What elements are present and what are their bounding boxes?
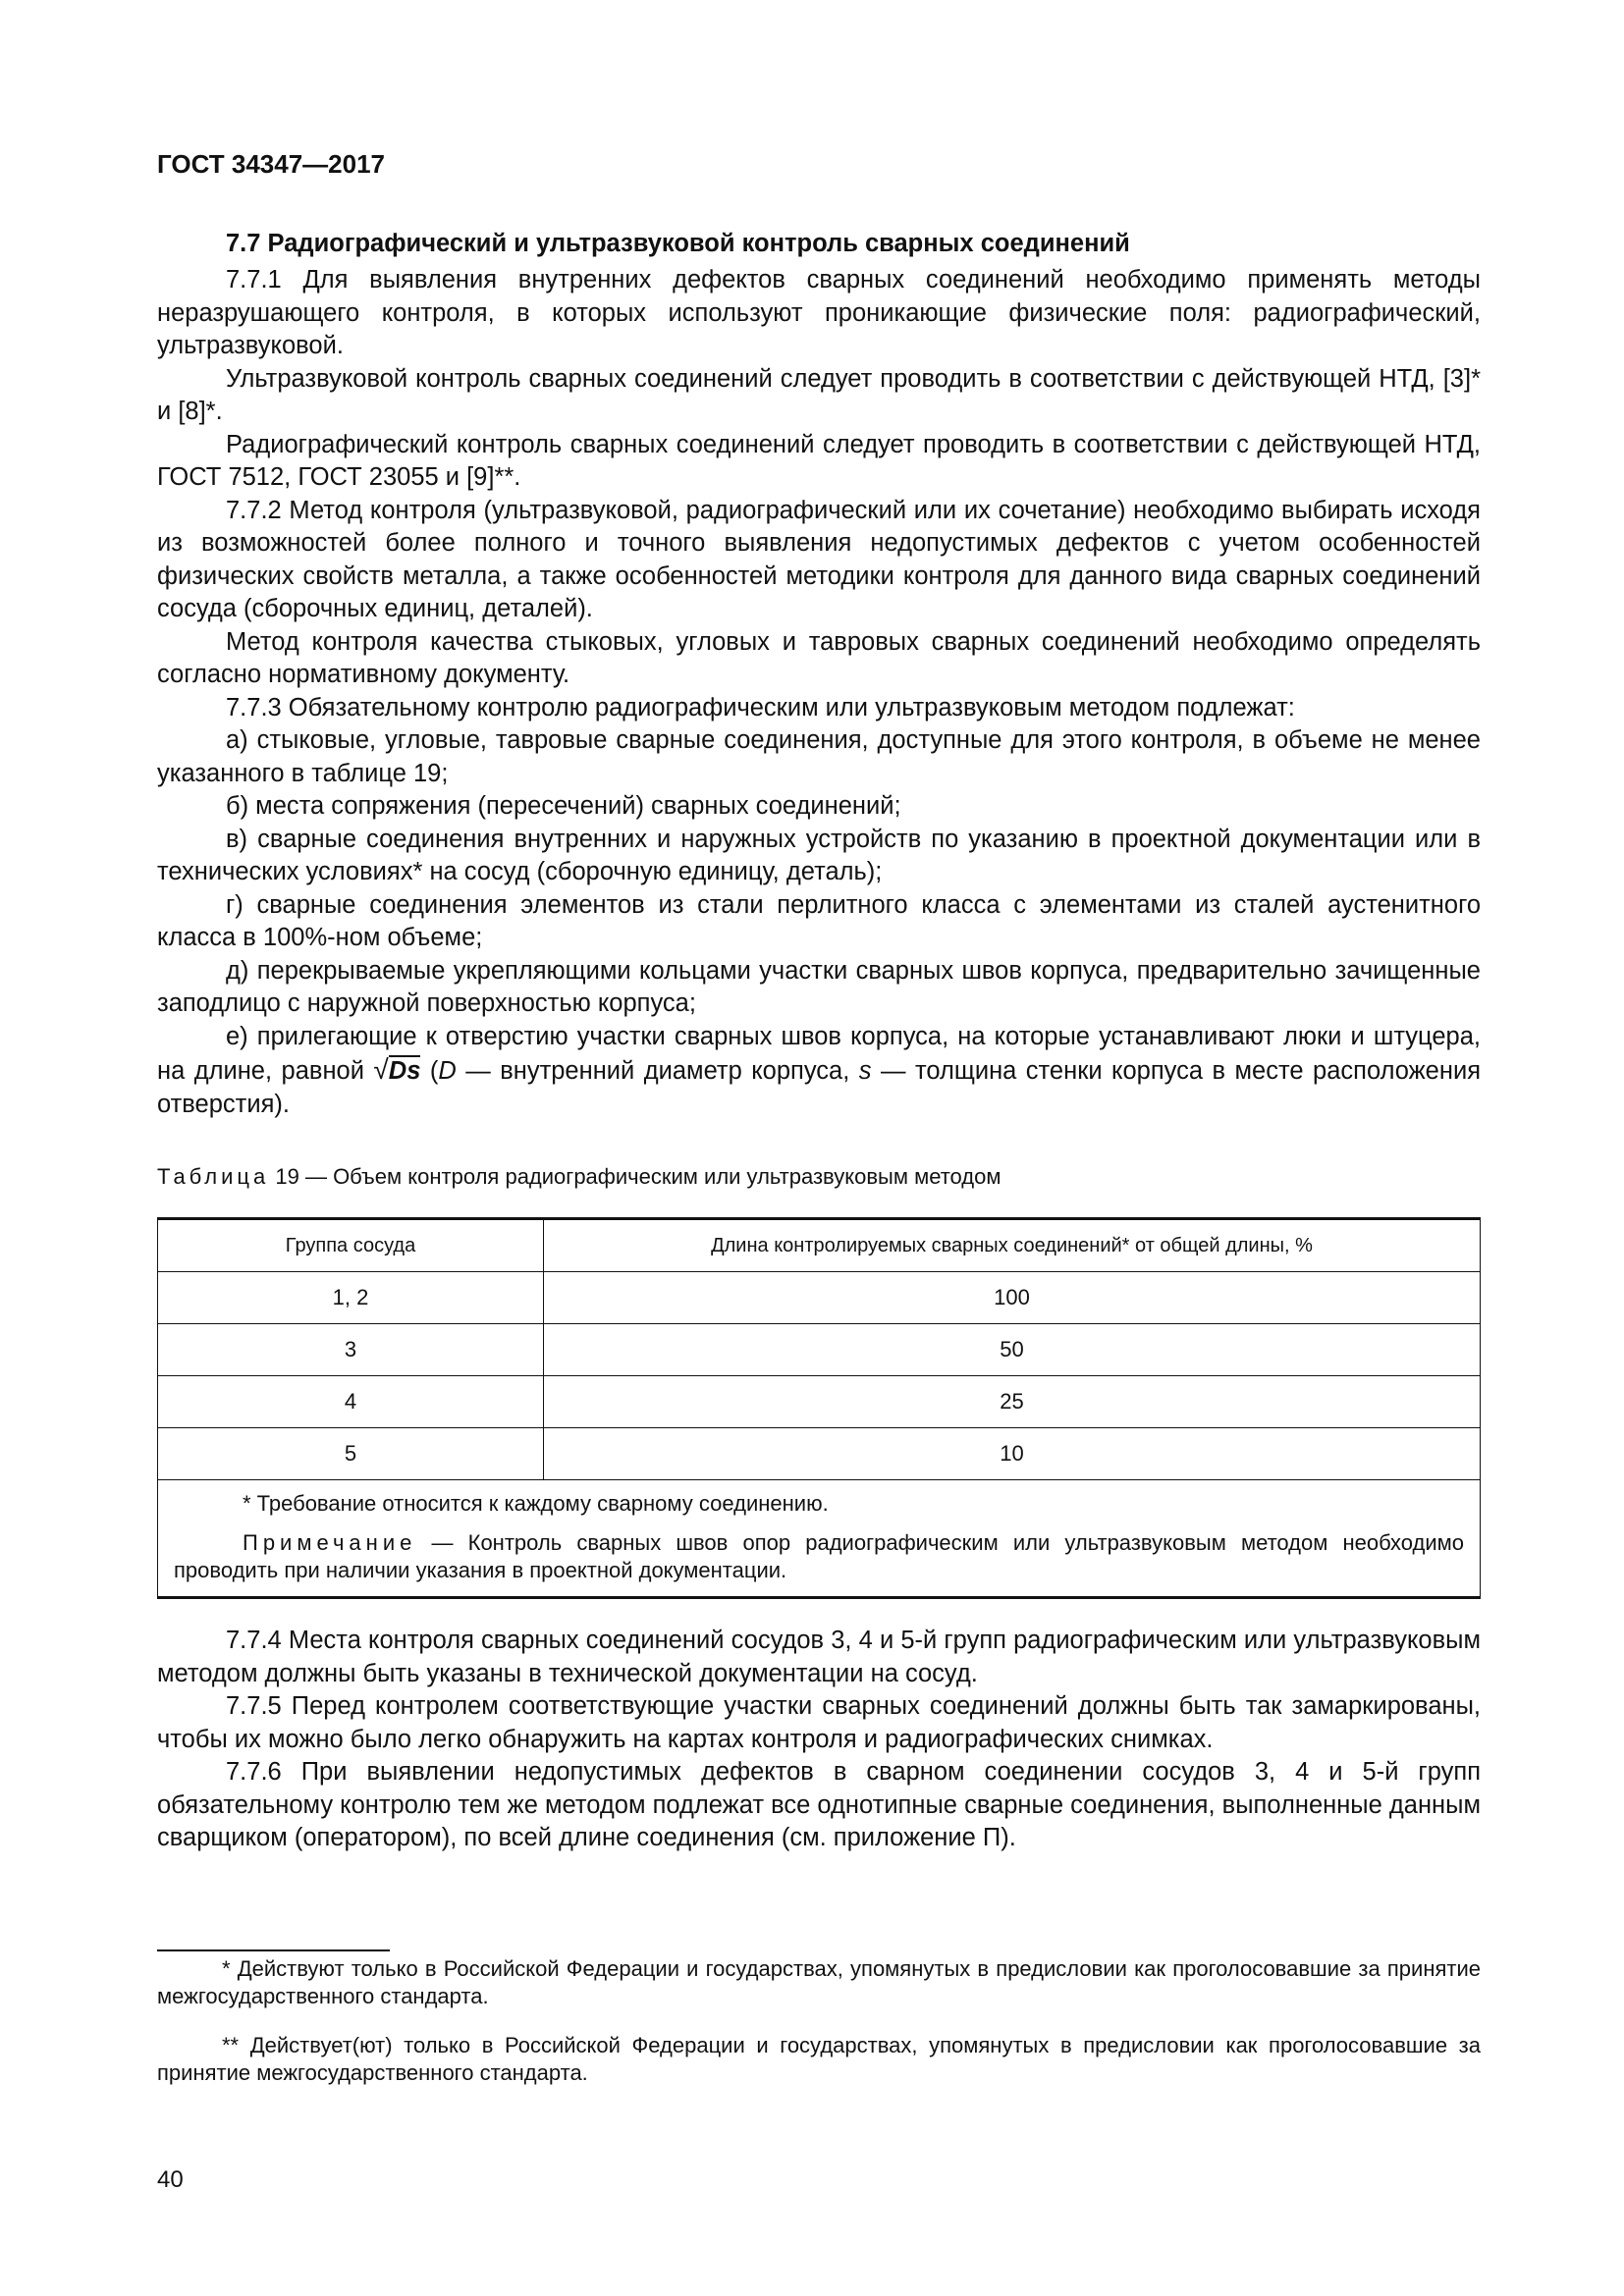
symbol-s: s [858,1057,872,1085]
table-cell: 50 [544,1324,1481,1376]
list-item: б) места сопряжения (пересечений) сварных соединений; [226,792,901,820]
sqrt-icon: √ [373,1054,389,1085]
sqrt-radicand: Ds [388,1057,421,1085]
footnote: ** Действует(ют) только в Российской Федерации и государствах, упомянутых в предисловии как проголосовавшие за принятие межгосударственного стандарта. [157,2033,1481,2085]
column-header: Группа сосуда [158,1219,544,1272]
section-7-7 [157,228,1481,1855]
paragraph: 7.7.2 Метод контроля (ультразвуковой, радиографический или их сочетание) необходимо выбирать исходя из возможностей более полного и точного выявления недопустимых дефектов с учетом особенностей физических свойств металла, а также особенностей методики контроля для данного вида сварных соединений сосуда (сборочных единиц, деталей). [157,496,1481,622]
text: — внутренний диаметр корпуса, [456,1057,859,1085]
paragraphs-after-table [157,1625,1481,1855]
table-cell: 4 [158,1376,544,1428]
table-row [158,1324,1481,1376]
note-label: Примечание [243,1530,417,1555]
table-cell: 10 [544,1428,1481,1480]
list-item: г) сварные соединения элементов из стали перлитного класса с элементами из сталей аустенитного класса в 100%-ном объеме; [157,890,1481,951]
footnote: * Действуют только в Российской Федерации и государствах, упомянутых в предисловии как проголосовавшие за принятие межгосударственного стандарта. [157,1956,1481,2008]
table-cell: 5 [158,1428,544,1480]
caption-text: 19 — Объем контроля радиографическим или ультразвуковым методом [269,1164,1001,1189]
document-header: ГОСТ 34347—2017 [157,149,385,179]
caption-label: Таблица [157,1164,270,1189]
footnote-divider [157,1949,390,1951]
table-notes [157,1480,1481,1599]
sqrt-formula [373,1054,421,1085]
table-row [158,1272,1481,1324]
text: е) прилегающие к отверстию участки сварных швов корпуса, на которые устанавливают люки и штуцера, на длине, равной [157,1022,1481,1085]
table-row [158,1428,1481,1480]
section-title: 7.7 Радиографический и ультразвуковой контроль сварных соединений [226,230,1130,257]
table-cell: 3 [158,1324,544,1376]
table-cell: 1, 2 [158,1272,544,1324]
paragraph: 7.7.3 Обязательному контролю радиографическим или ультразвуковым методом подлежат: [226,693,1295,721]
paragraph: 7.7.5 Перед контролем соответствующие участки сварных соединений должны быть так замаркированы, чтобы их можно было легко обнаружить на картах контроля и радиографических снимках. [157,1692,1481,1753]
list-item-e [157,1021,1481,1122]
paragraph: 7.7.4 Места контроля сварных соединений сосудов 3, 4 и 5-й групп радиографическим или ультразвуковым методом должны быть указаны в технической документации на сосуд. [157,1627,1481,1687]
text: — толщина стенки корпуса в месте расположения отверстия). [157,1057,1481,1118]
table-header-row [158,1219,1481,1272]
table-note [174,1529,1464,1584]
table-cell: 25 [544,1376,1481,1428]
list-item: а) стыковые, угловые, тавровые сварные соединения, доступные для этого контроля, в объеме не менее указанного в таблице 19; [157,726,1481,787]
table-row [158,1376,1481,1428]
text: ( [420,1057,439,1085]
table-cell: 100 [544,1272,1481,1324]
paragraph: Радиографический контроль сварных соединений следует проводить в соответствии с действующей НТД, ГОСТ 7512, ГОСТ 23055 и [9]**. [157,430,1481,491]
table-footnote: * Требование относится к каждому сварному соединению. [243,1491,829,1516]
note-text: — Контроль сварных швов опор радиографическим или ультразвуковым методом необходимо проводить при наличии указания в проектной документации. [174,1530,1464,1582]
page-number: 40 [157,2166,184,2193]
paragraph: 7.7.1 Для выявления внутренних дефектов сварных соединений необходимо применять методы неразрушающего контроля, в которых используют проникающие физические поля: радиографический, ультразвуковой. [157,266,1481,359]
paragraph: 7.7.6 При выявлении недопустимых дефектов в сварном соединении сосудов 3, 4 и 5-й групп обязательному контролю тем же методом подлежат все однотипные сварные соединения, выполненные данным сварщиком (оператором), по всей длине соединения (см. приложение П). [157,1758,1481,1851]
list-item: д) перекрываемые укрепляющими кольцами участки сварных швов корпуса, предварительно зачищенные заподлицо с наружной поверхностью корпуса; [157,956,1481,1017]
table-19 [157,1217,1481,1480]
symbol-d: D [438,1057,457,1085]
paragraph: Метод контроля качества стыковых, угловых и тавровых сварных соединений необходимо определять согласно нормативному документу. [157,627,1481,688]
list-item: в) сварные соединения внутренних и наружных устройств по указанию в проектной документации или в технических условиях* на сосуд (сборочную единицу, деталь); [157,825,1481,885]
column-header: Длина контролируемых сварных соединений* от общей длины, % [544,1219,1481,1272]
table-caption [157,1164,1481,1190]
paragraph: Ультразвуковой контроль сварных соединений следует проводить в соответствии с действующей НТД, [3]* и [8]*. [157,364,1481,425]
